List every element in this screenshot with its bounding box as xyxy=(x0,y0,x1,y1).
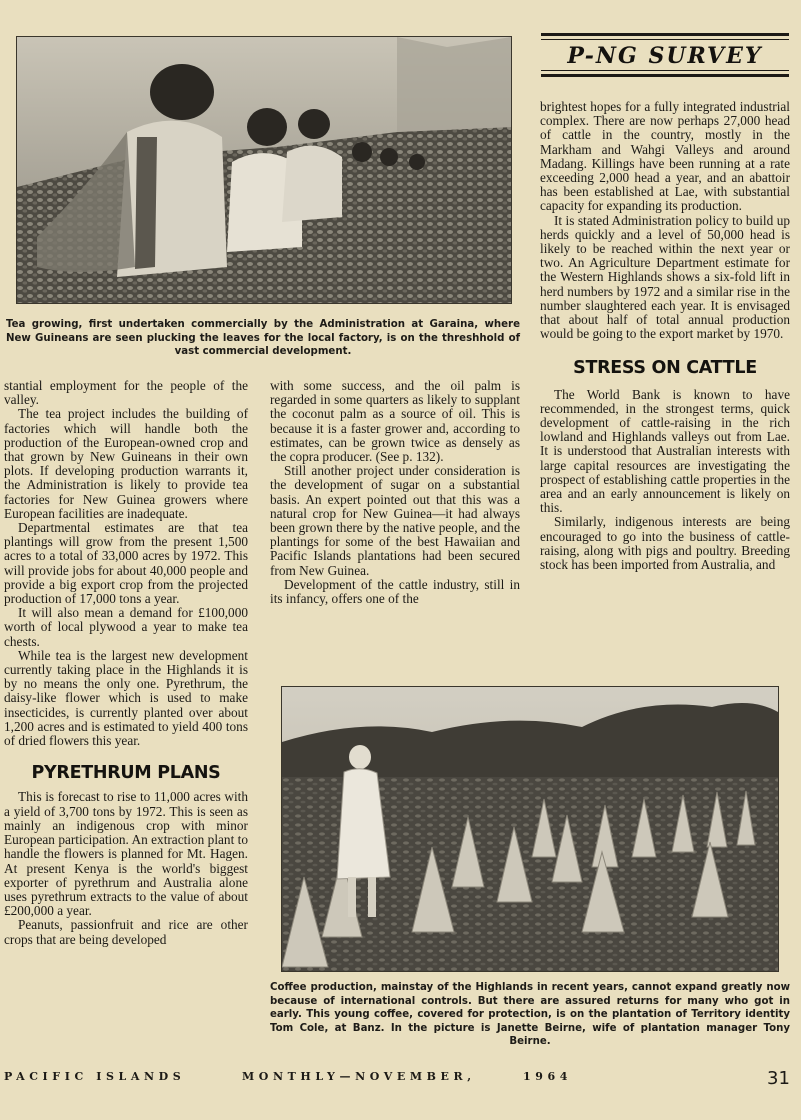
subheading-pyrethrum: PYRETHRUM PLANS xyxy=(31,763,221,784)
paragraph: Development of the cattle industry, still in its infancy, offers one of the xyxy=(270,576,520,607)
paragraph: Similarly, indigenous interests are being encouraged to go into the business of cattle-raising, along with pigs and poultry. Breeding stock has been imported from Australia, and xyxy=(540,514,790,573)
coffee-plantation-photo xyxy=(281,686,779,972)
paragraph: Still another project under consideration is the development of sugar on a substantial basis. An expert pointed out that this was a natural crop for New Guinea—it had always been grown there by the native people, and the plantings for some of the best Hawaiian and Pacific Islands plantations had been secured from New Guinea. xyxy=(270,463,520,578)
paragraph: The World Bank is known to have recommended, in the strongest terms, quick development of cattle-raising in the rich lowland and Highlands valleys out from Lae. It is understood that Australian interests with large capital resources are investigating the prospect of establishing cattle properties in the area and an early announcement is likely on this. xyxy=(540,386,790,516)
paragraph: It will also mean a demand for £100,000 worth of local plywood a year to make tea chests. xyxy=(4,605,248,649)
section-masthead xyxy=(541,33,789,77)
paragraph: brightest hopes for a fully integrated industrial complex. There are now perhaps 27,000 head of cattle in the country, mostly in the Markham and Wahgi Valleys and around Madang. Killings have been running at a rate exceeding 2,000 head a year, and an abattoir has been established at Lae, with substantial capacity for expanding its production. xyxy=(540,99,790,214)
paragraph: This is forecast to rise to 11,000 acres with a yield of 3,700 tons by 1972. This is seen as mainly an indigenous crop with minor European participation. An extraction plant to handle the flowers is planned for Mt. Hagen. At present Kenya is the world's biggest exporter of pyrethrum and Australia alone uses pyrethrum extracts to the value of about £200,000 a year. xyxy=(4,789,248,919)
paragraph: While tea is the largest new development currently taking place in the Highlands it is by no means the only one. Pyrethrum, the daisy-like flower which is used to make insecticides, is currently planted over about 1,200 acres and is estimated to yield 400 tons of dried flowers this year. xyxy=(4,647,248,749)
page-footer xyxy=(4,1068,794,1088)
paragraph: with some success, and the oil palm is regarded in some quarters as likely to supplant the coconut palm as a source of oil. This is because it is a faster grower and, according to estimates, can be grown twice as densely as the copra producer. (See p. 132). xyxy=(270,378,520,465)
paragraph: The tea project includes the building of factories which will handle both the production of the European-owned crop and that grown by New Guineans in their own plots. If developing production warrants it, the Administration is likely to provide tea factories for New Guinea growers where European facilities are inadequate. xyxy=(4,406,248,521)
paragraph: stantial employment for the people of the valley. xyxy=(4,378,248,408)
page-number: 31 xyxy=(767,1068,790,1089)
subheading-cattle: STRESS ON CATTLE xyxy=(573,358,757,379)
footer-publication: PACIFIC ISLANDS xyxy=(4,1070,186,1083)
footer-issue: MONTHLY—NOVEMBER, xyxy=(242,1070,476,1083)
masthead-title: P-NG SURVEY xyxy=(567,43,763,69)
right-column xyxy=(540,100,790,572)
paragraph: Departmental estimates are that tea plantings will grow from the present 1,500 acres to a total of 33,000 acres by 1972. This will provide jobs for about 40,000 people and provide a big export crop from the projected production of 17,000 tons a year. xyxy=(4,520,248,607)
paragraph: It is stated Administration policy to build up herds quickly and a level of 50,000 head is likely to be reached within the next year or two. An Agriculture Department estimate for the Western Highlands shows a six-fold lift in herd numbers by 1972 and a similar rise in the number slaughtered each year. It is envisaged that about half of total annual production would be going to the export market by 1970. xyxy=(540,212,790,342)
footer-year: 1964 xyxy=(523,1070,573,1083)
left-column xyxy=(4,379,248,947)
middle-column xyxy=(270,379,520,606)
tea-photo-caption: Tea growing, first undertaken commercially by the Administration at Garaina, where New Guineans are seen plucking the leaves for the local factory, is on the threshhold of vast commercial development. xyxy=(6,319,520,357)
paragraph: Peanuts, passionfruit and rice are other crops that are being developed xyxy=(4,917,248,947)
tea-plantation-photo xyxy=(16,36,512,304)
coffee-photo-caption: Coffee production, mainstay of the Highlands in recent years, cannot expand greatly now because of international controls. But there are assured returns for many who got in early. This young coffee, covered for protection, is on the plantation of Territory identity Tom Cole, at Banz. In the picture is Janette Beirne, wife of plantation manager Tony Beirne. xyxy=(270,982,790,1047)
